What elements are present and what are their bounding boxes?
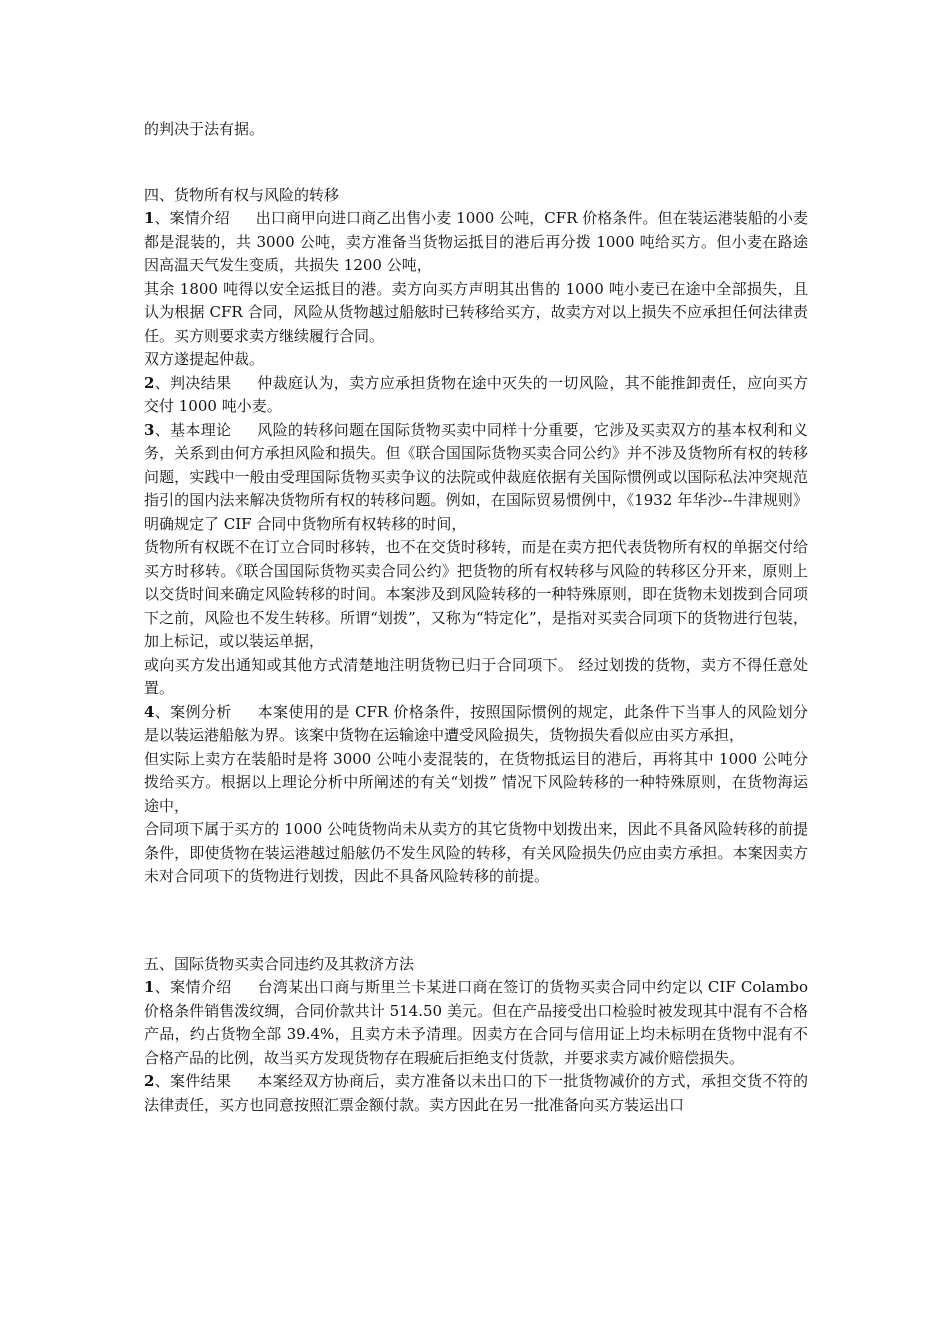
s5-item1-p1: 1、案情介绍 台湾某出口商与斯里兰卡某进口商在签订的货物买卖合同中约定以 CIF Colambo 价格条件销售泼纹绸，合同价款共计 514.50 美元。但在产品接受出口检验时被发现其中混有不合格产品，约占货物全部 39.4%，且卖方未予清理。因卖方在合同与信用证上均未标明在货物中混有不合格产品的比例，故当买方发现货物存在瑕疵后拒绝支付货款，并要求卖方减价赔偿损失。: [144, 978, 808, 1067]
s4-item3-p1: 3、基本理论 风险的转移问题在国际货物买卖中同样十分重要，它涉及买卖双方的基本权利和义务，关系到由何方承担风险和损失。但《联合国国际货物买卖合同公约》并不涉及货物所有权的转移问题，实践中一般由受理国际货物买卖争议的法院或仲裁庭依据有关国际惯例或以国际私法冲突规范指引的国内法来解决货物所有权的转移问题。例如，在国际贸易惯例中，《1932 年华沙--牛津规则》明确规定了 CIF 合同中货物所有权转移的时间，: [144, 420, 808, 533]
intro-tail-paragraph: 的判决于法有据。: [144, 120, 265, 138]
section4-title: 四、货物所有权与风险的转移: [144, 185, 340, 204]
s4-item1-p2: 其余 1800 吨得以安全运抵目的港。卖方向买方声明其出售的 1000 吨小麦已在途中全部损失，且认为根据 CFR 合同，风险从货物越过船舷时已转移给买方，故卖方对以上损失不应承担任何法律责任。买方则要求卖方继续履行合同。: [144, 279, 808, 345]
document-body: [144, 118, 808, 1117]
s4-item4-p1: 4、案例分析 本案使用的是 CFR 价格条件，按照国际惯例的规定，此条件下当事人的风险划分是以装运港船舷为界。该案中货物在运输途中遭受风险损失，货物损失看似应由买方承担，: [144, 702, 808, 744]
s4-item1-p1: 1、案情介绍 出口商甲向进口商乙出售小麦 1000 公吨，CFR 价格条件。但在装运港装船的小麦都是混装的，共 3000 公吨，卖方准备当货物运抵目的港后再分拨 1000 吨给买方。但小麦在路途因高温天气发生变质，共损失 1200 公吨，: [144, 209, 808, 274]
s4-item3-p3: 或向买方发出通知或其他方式清楚地注明货物已归于合同项下。 经过划拨的货物，卖方不得任意处置。: [144, 655, 808, 697]
s4-item3-p2: 货物所有权既不在订立合同时移转，也不在交货时移转，而是在卖方把代表货物所有权的单据交付给买方时移转。《联合国国际货物买卖合同公约》把货物的所有权转移与风险的转移区分开来，原则上以交货时间来确定风险转移的时间。本案涉及到风险转移的一种特殊原则，即在货物未划拨到合同项下之前，风险也不发生转移。所谓“划拨”，又称为“特定化”，是指对买卖合同项下的货物进行包装，加上标记，或以装运单据，: [144, 538, 808, 650]
s4-item4-p2: 但实际上卖方在装船时是将 3000 公吨小麦混装的，在货物抵运目的港后，再将其中 1000 公吨分拨给买方。根据以上理论分析中所阐述的有关“划拨” 情况下风险转移的一种特殊原则，在货物海运途中，: [144, 749, 808, 815]
s4-item4-p3: 合同项下属于买方的 1000 公吨货物尚未从卖方的其它货物中划拨出来，因此不具备风险转移的前提条件，即使货物在装运港越过船舷仍不发生风险的转移，有关风险损失仍应由卖方承担。本案因卖方未对合同项下的货物进行划拨，因此不具备风险转移的前提。: [144, 820, 808, 885]
section5-title: 五、国际货物买卖合同违约及其救济方法: [144, 954, 415, 973]
s5-item2-p1: 2、案件结果 本案经双方协商后，卖方准备以未出口的下一批货物减价的方式，承担交货不符的法律责任，买方也同意按照汇票金额付款。卖方因此在另一批准备向买方装运出口: [144, 1072, 808, 1114]
s4-item2-p1: 2、判决结果 仲裁庭认为，卖方应承担货物在途中灭失的一切风险，其不能推卸责任，应向买方交付 1000 吨小麦。: [144, 373, 808, 415]
s4-item1-p3: 双方遂提起仲裁。: [144, 350, 265, 368]
